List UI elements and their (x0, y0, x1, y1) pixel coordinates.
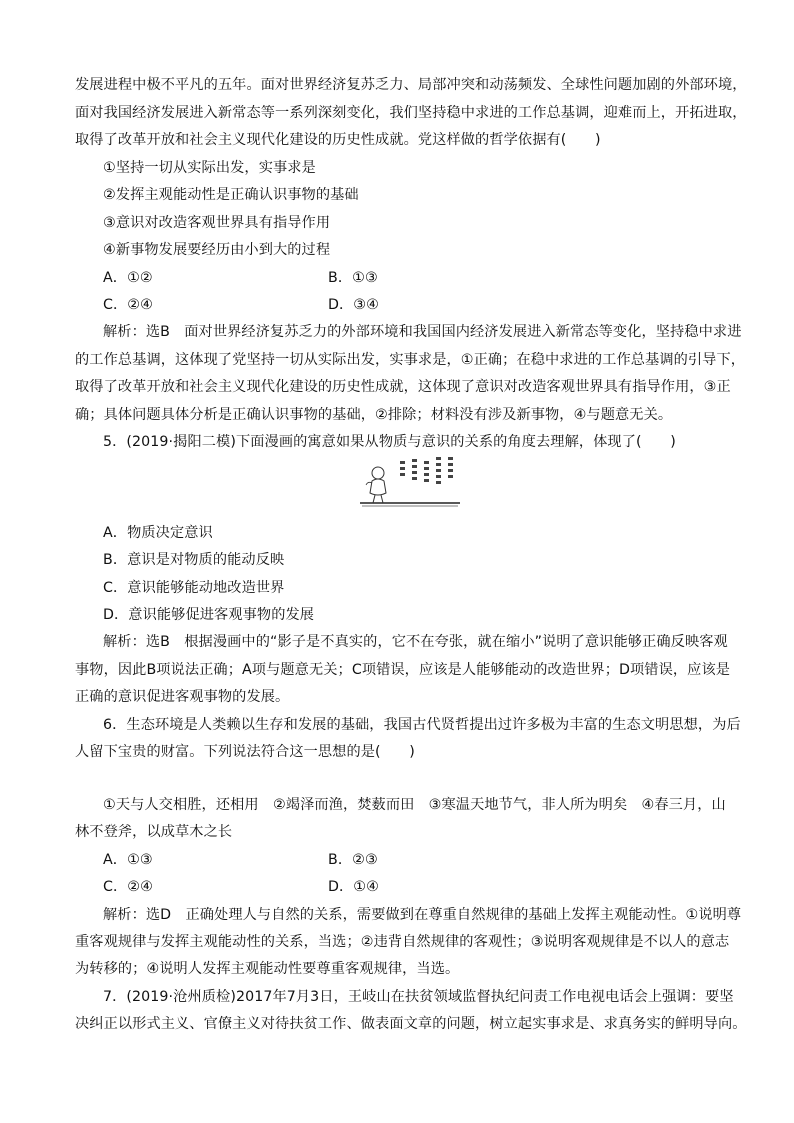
choice-a: A．①③ (103, 852, 153, 868)
question-5: 5．(2019·揭阳二模)下面漫画的寓意如果从物质与意识的关系的角度去理解，体现了( ) (103, 434, 676, 450)
text-line: 取得了改革开放和社会主义现代化建设的历史性成就。党这样做的哲学依据有( ) (75, 132, 601, 148)
analysis-text: 解析：选B 面对世界经济复苏乏力的外部环境和我国国内经济发展进入新常态等变化，坚持稳中求进 (103, 324, 742, 340)
question-7: 7．(2019·沧州质检)2017年7月3日，王岐山在扶贫领域监督执纪问责工作电视电话会上强调：要坚 (103, 989, 734, 1005)
cartoon-image (358, 455, 462, 515)
analysis-text: 事物，因此B项说法正确；A项与题意无关；C项错误，应该是人能够能动的改造世界；D项错误，应该是 (75, 662, 731, 678)
option-statement: 林不登斧，以成草木之长 (75, 824, 233, 840)
text-line: 发展进程中极不平凡的五年。面对世界经济复苏乏力、局部冲突和动荡频发、全球性问题加剧的外部环境， (75, 77, 747, 93)
analysis-text: 为转移的；④说明人发挥主观能动性要尊重客观规律，当选。 (75, 961, 460, 977)
option-statement: ①坚持一切从实际出发，实事求是 (103, 160, 316, 176)
question-6: 人留下宝贵的财富。下列说法符合这一思想的是( ) (75, 744, 415, 760)
choice-d: D．①④ (328, 879, 379, 895)
analysis-text: 解析：选B 根据漫画中的“影子是不真实的，它不在夸张，就在缩小”说明了意识能够正确反映客观 (103, 634, 728, 650)
text-line: 面对我国经济发展进入新常态等一系列深刻变化，我们坚持稳中求进的工作总基调，迎难而上，开拓进取， (75, 105, 747, 121)
choice-d: D．③④ (328, 297, 379, 313)
analysis-text: 重客观规律与发挥主观能动性的关系，当选；②违背自然规律的客观性；③说明客观规律是不以人的意志 (75, 934, 730, 950)
choice-c: C．意识能够能动地改造世界 (103, 580, 285, 596)
choice-b: B．①③ (328, 270, 378, 286)
choice-d: D．意识能够促进客观事物的发展 (103, 607, 315, 623)
analysis-text: 取得了改革开放和社会主义现代化建设的历史性成就，这体现了意识对改造客观世界具有指导作用，③正 (75, 379, 731, 395)
analysis-text: 正确的意识促进客观事物的发展。 (75, 689, 290, 705)
option-statement: ④新事物发展要经历由小到大的过程 (103, 242, 331, 258)
question-6: 6．生态环境是人类赖以生存和发展的基础，我国古代贤哲提出过许多极为丰富的生态文明思想，为后 (103, 717, 741, 733)
choice-c: C．②④ (103, 879, 153, 895)
question-7: 决纠正以形式主义、官僚主义对待扶贫工作、做表面文章的问题，树立起实事求是、求真务实的鲜明导向。 (75, 1016, 747, 1032)
option-statement: ②发挥主观能动性是正确认识事物的基础 (103, 187, 359, 203)
choice-b: B．②③ (328, 852, 378, 868)
choice-b: B．意识是对物质的能动反映 (103, 552, 285, 568)
option-statement: ①天与人交相胜，还相用 ②竭泽而渔，焚薮而田 ③寒温天地节气，非人所为明矣 ④春三月，山 (103, 797, 726, 813)
option-statement: ③意识对改造客观世界具有指导作用 (103, 215, 331, 231)
analysis-text: 解析：选D 正确处理人与自然的关系，需要做到在尊重自然规律的基础上发挥主观能动性。①说明尊 (103, 907, 742, 923)
choice-a: A．物质决定意识 (103, 525, 213, 541)
analysis-text: 的工作总基调，这体现了党坚持一切从实际出发，实事求是，①正确；在稳中求进的工作总基调的引导下， (75, 352, 746, 368)
analysis-text: 确；具体问题具体分析是正确认识事物的基础，②排除；材料没有涉及新事物，④与题意无关。 (75, 407, 673, 423)
choice-a: A．①② (103, 270, 153, 286)
choice-c: C．②④ (103, 297, 153, 313)
